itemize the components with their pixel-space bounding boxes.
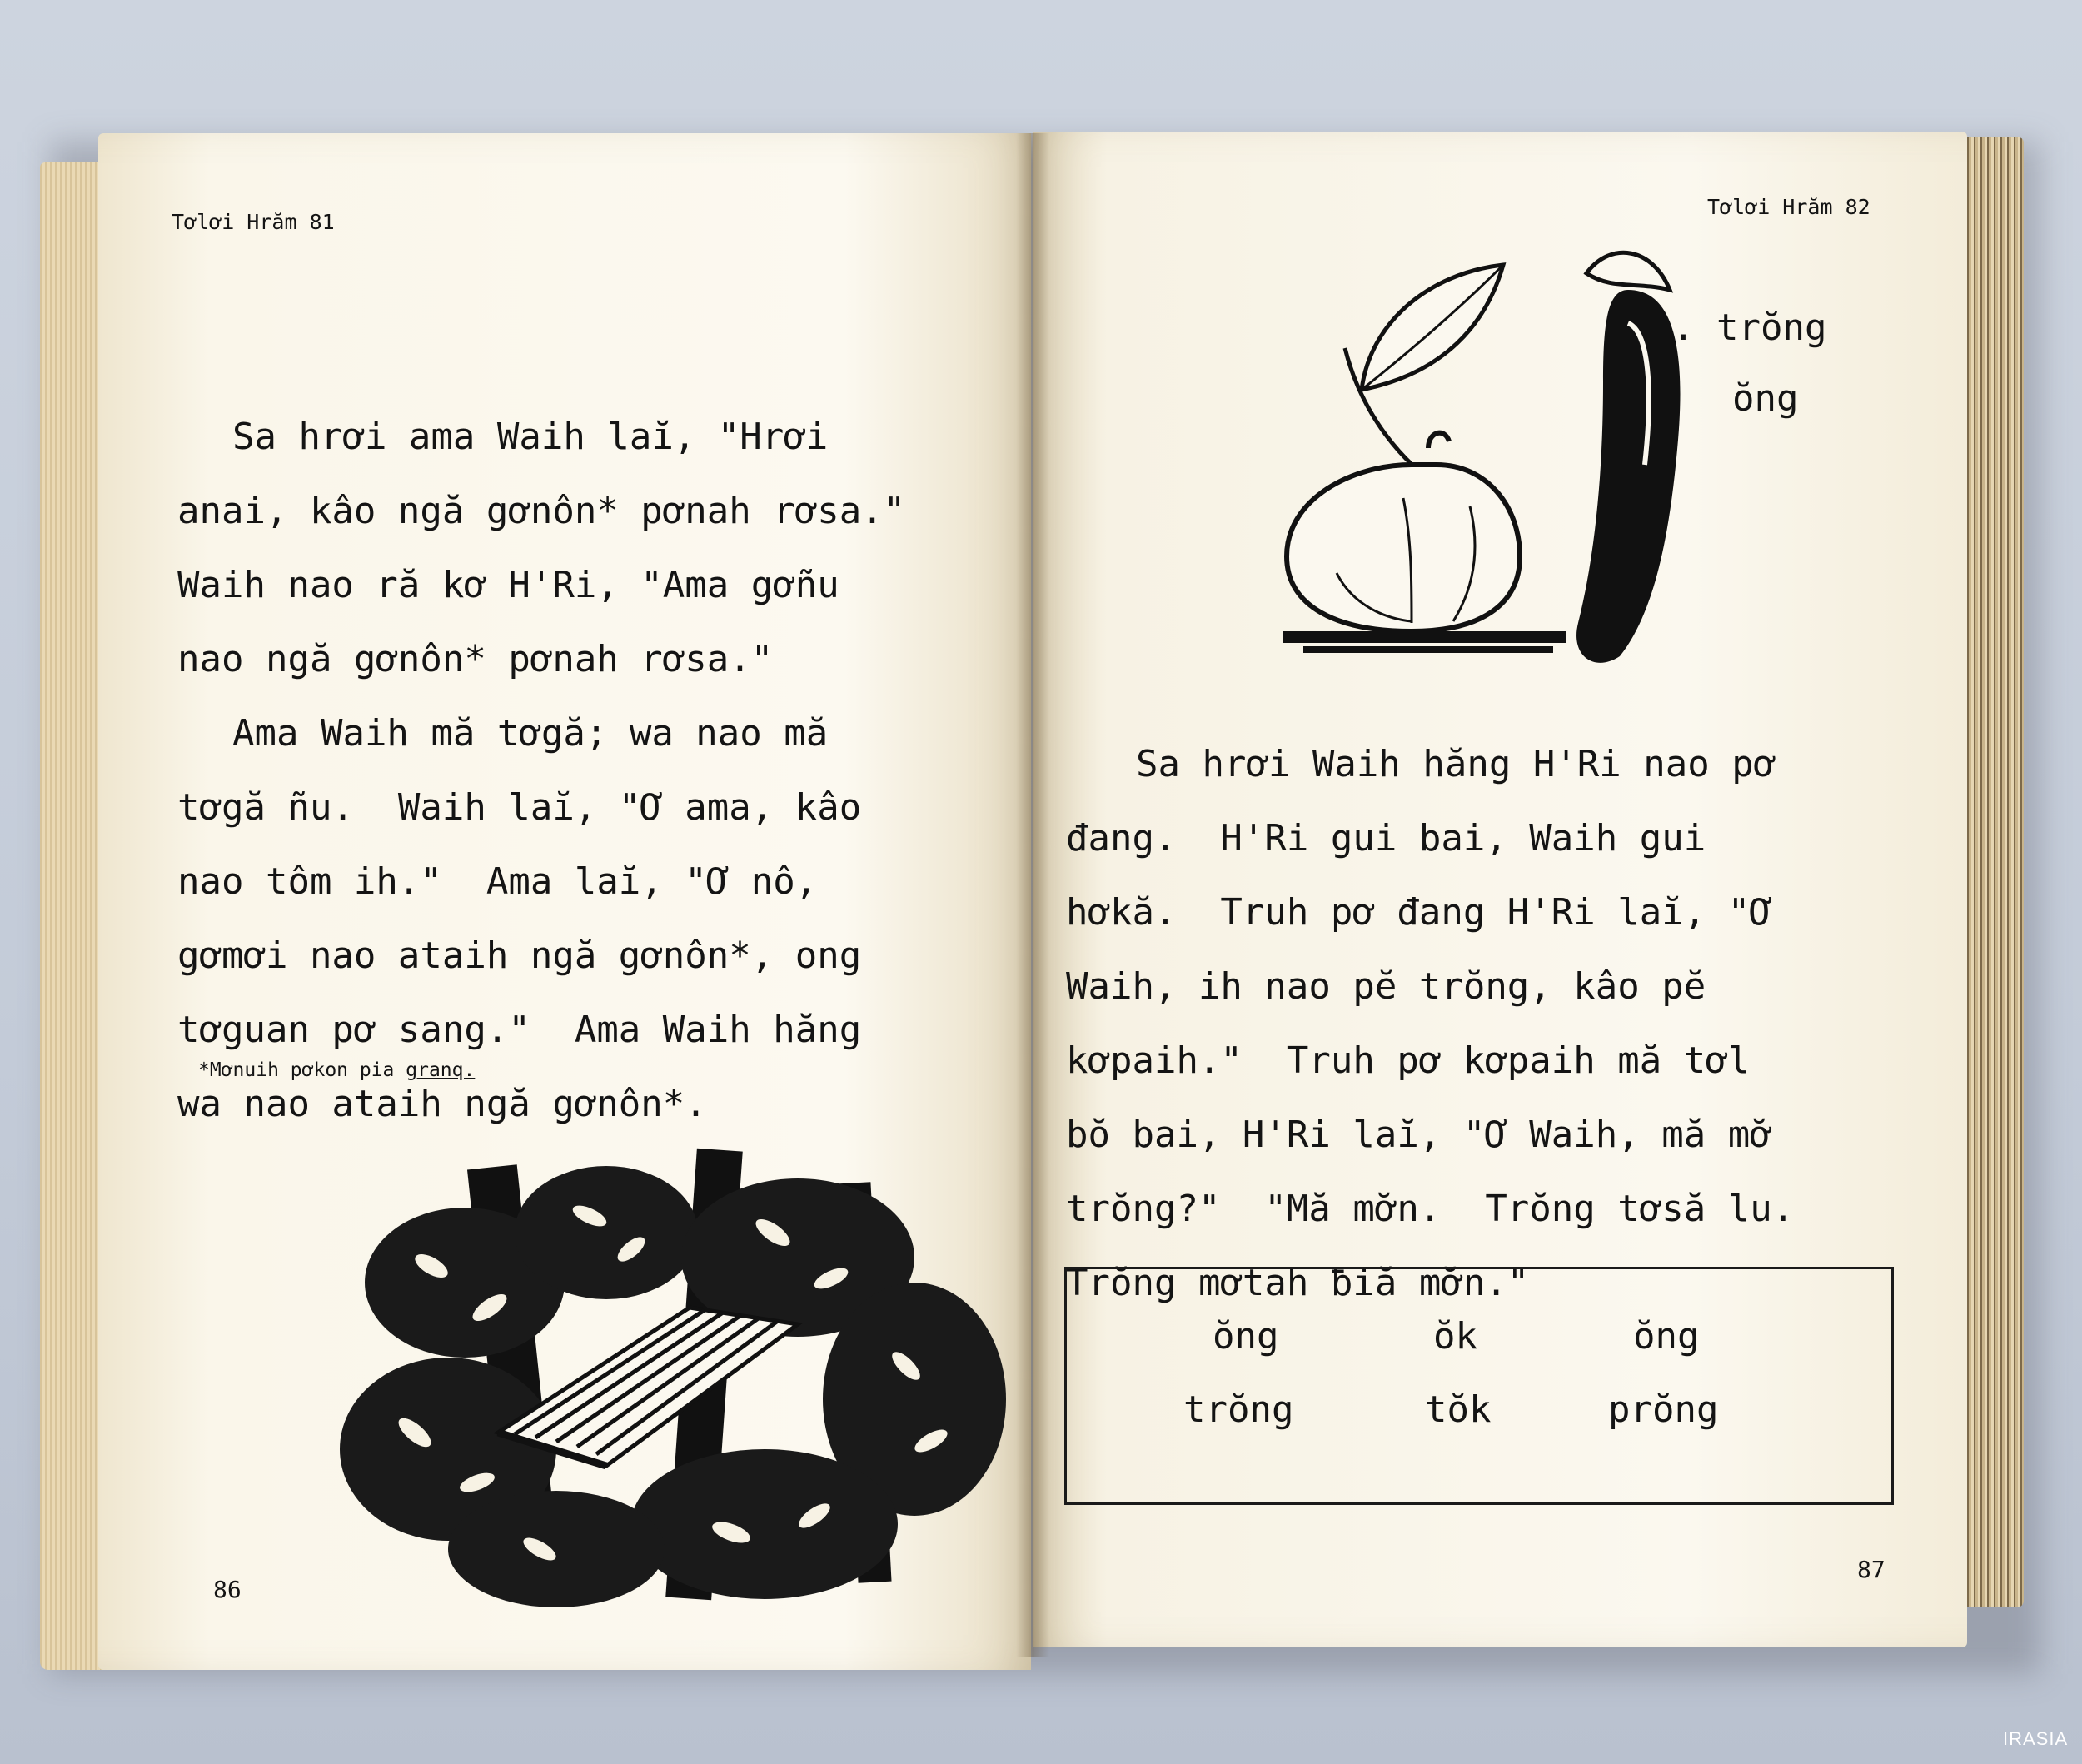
text-line: Waih nao ră kơ H'Ri, "Ama gơñu [177,564,839,606]
text-line: tơgă ñu. Waih laĭ, "Ơ ama, kâo [177,786,862,829]
book-gutter [1016,133,1049,1657]
text-line: Sa hrơi Waih hăng H'Ri nao pơ [1136,743,1776,785]
text-line: kơpaih." Truh pơ kơpaih mă tơl [1066,1039,1751,1082]
text-line: trŏng?" "Mă mơ̆n. Trŏng tơsă lu. [1066,1188,1795,1230]
text-line: tơguan pơ sang." Ama Waih hăng [177,1009,862,1051]
word-box-item: ŏk [1433,1315,1477,1358]
text-line: bŏ bai, H'Ri laĭ, "Ơ Waih, mă mơ̆ [1066,1114,1772,1156]
text-line: Sa hrơi ama Waih laĭ, "Hrơi [232,416,829,458]
text-line: Ama Waih mă tơgă; wa nao mă [232,712,829,755]
right-page [1033,132,1967,1647]
text-line: Trŏng mơtah ƀiă mơ̆n." [1066,1262,1530,1304]
left-paragraph [177,400,905,1141]
text-line: gơmơi nao ataih ngă gơnôn*, ong [177,934,862,977]
left-page-number: 86 [213,1576,242,1603]
text-line: anai, kâo ngă gơnôn* pơnah rơsa." [177,490,906,532]
text-line: Waih, ih nao pĕ trŏng, kâo pĕ [1066,965,1706,1008]
footnote-term: granq. [406,1059,476,1081]
right-page-header: Tơlơi Hrăm 82 [1707,195,1870,219]
eggplant-gourd-illustration [1237,223,1778,706]
picture-label-ong: ŏng [1732,377,1799,420]
word-box-item: trŏng [1183,1388,1294,1431]
word-box-item: ŏng [1633,1315,1700,1358]
right-page-number: 87 [1857,1556,1885,1583]
footnote-text: *Mơnuih pơkon pia [198,1059,406,1081]
word-box [1064,1267,1894,1505]
left-page-header: Tơlơi Hrăm 81 [172,210,335,234]
watermark: IRASIA [2003,1728,2069,1749]
text-line: nao tôm ih." Ama laĭ, "Ơ nô, [177,860,818,903]
left-page [98,133,1031,1670]
right-paragraph [1066,727,1794,1320]
word-box-item: prŏng [1608,1388,1719,1431]
word-box-item: ŏng [1213,1315,1279,1358]
text-line: hơkă. Truh pơ đang H'Ri laĭ, "Ơ [1066,891,1772,934]
picture-label-trong: . trŏng [1672,306,1827,349]
word-box-item: tŏk [1425,1388,1492,1431]
forest-platform-illustration [331,1133,1014,1616]
text-line: wa nao ataih ngă gơnôn*. [177,1083,707,1125]
text-line: nao ngă gơnôn* pơnah rơsa." [177,638,774,680]
text-line: đang. H'Ri gui bai, Waih gui [1066,817,1706,860]
footnote [198,1059,475,1081]
